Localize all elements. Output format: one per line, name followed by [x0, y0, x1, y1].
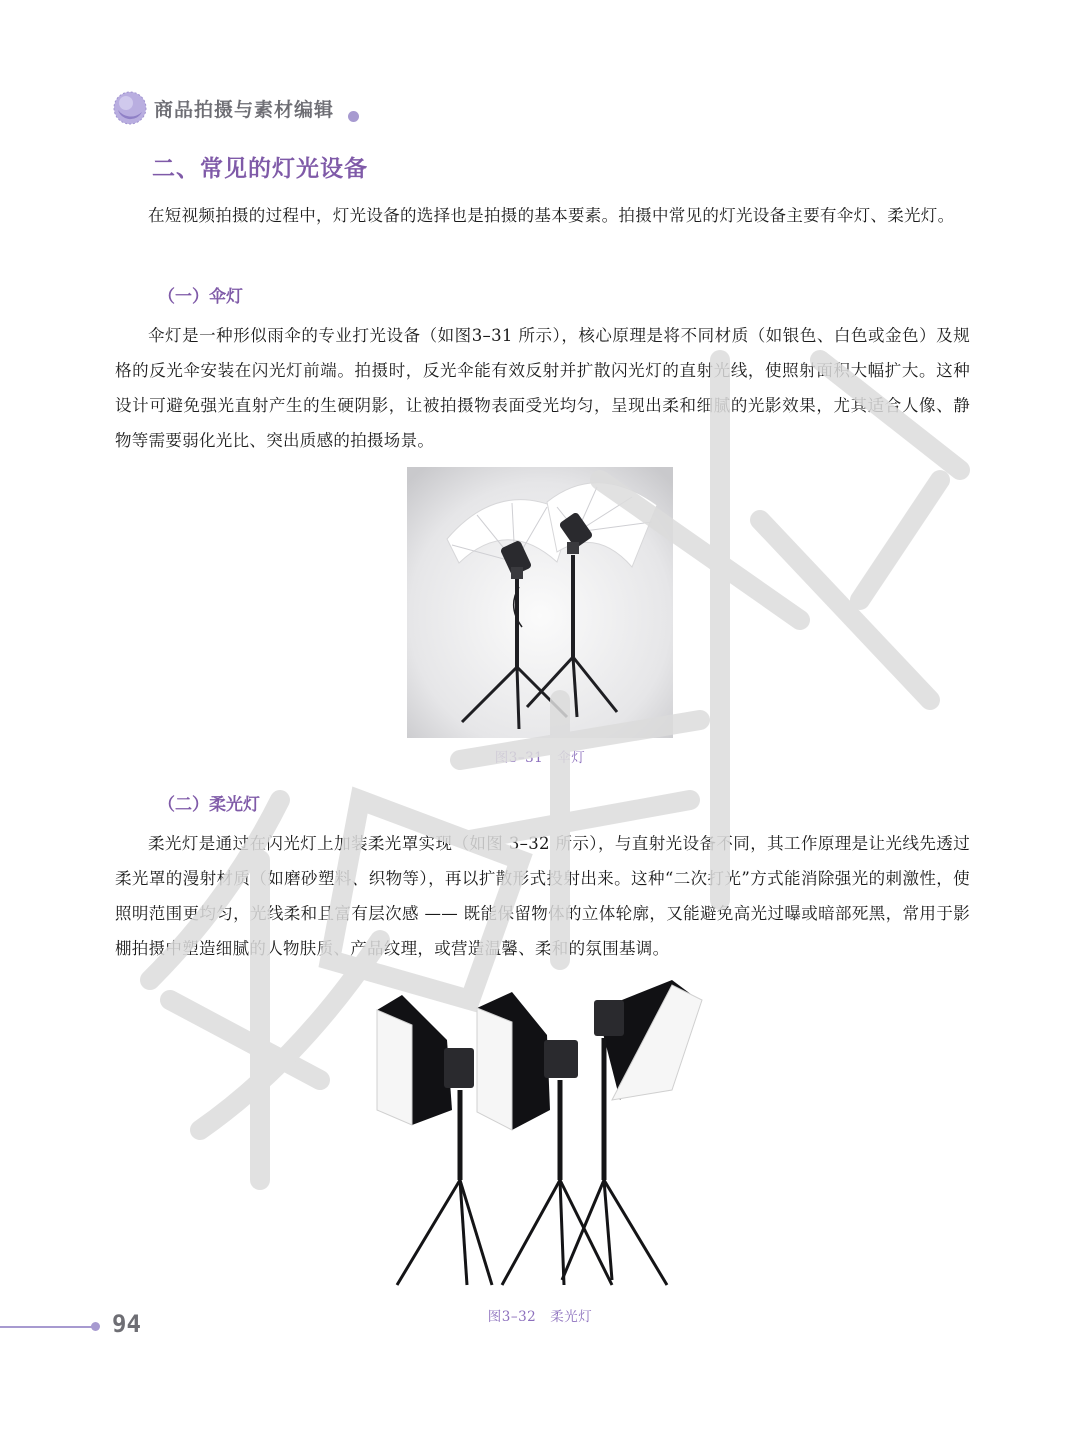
intro-paragraph: 在短视频拍摄的过程中，灯光设备的选择也是拍摄的基本要素。拍摄中常见的灯光设备主要有伞灯、柔光灯。 — [148, 206, 955, 225]
header-dot — [348, 111, 359, 122]
book-title: 商品拍摄与素材编辑 — [154, 98, 335, 121]
section-title: 二、常见的灯光设备 — [152, 156, 368, 182]
umbrella-paragraph: 伞灯是一种形似雨伞的专业打光设备（如图3–31 所示），核心原理是将不同材质（如银色、白色或金色）及规格的反光伞安装在闪光灯前端。拍摄时，反光伞能有效反射并扩散闪光灯的直射光线，使照射面积大幅扩大。这种设计可避免强光直射产生的生硬阴影，让被拍摄物表面受光均匀，呈现出柔和细腻的光影效果，尤其适合人像、静物等需要弱化光比、突出质感的拍摄场景。 — [115, 326, 970, 450]
softbox-heading: （二）柔光灯 — [158, 795, 260, 815]
footer-dot — [91, 1322, 100, 1331]
softbox-caption: 图3–32 柔光灯 — [487, 1309, 593, 1325]
moon-icon — [112, 90, 148, 126]
umbrella-light-photo — [407, 467, 673, 738]
page-number: 94 — [112, 1310, 141, 1338]
umbrella-caption: 图3–31 伞灯 — [494, 750, 586, 766]
softbox-light-photo — [372, 980, 707, 1292]
running-header — [112, 86, 392, 130]
footer-rule — [0, 1326, 92, 1328]
softbox-paragraph: 柔光灯是通过在闪光灯上加装柔光罩实现（如图 3–32 所示），与直射光设备不同，其工作原理是让光线先透过柔光罩的漫射材质（如磨砂塑料、织物等），再以扩散形式投射出来。这种“二次打光”方式能消除强光的刺激性，使照明范围更均匀，光线柔和且富有层次感 —— 既能保留物体的立体轮廓，又能避免高光过曝或暗部死黑，常用于影棚拍摄中塑造细腻的人物肤质、产品纹理，或营造温馨、柔和的氛围基调。 — [115, 834, 970, 958]
umbrella-heading: （一）伞灯 — [158, 287, 243, 307]
